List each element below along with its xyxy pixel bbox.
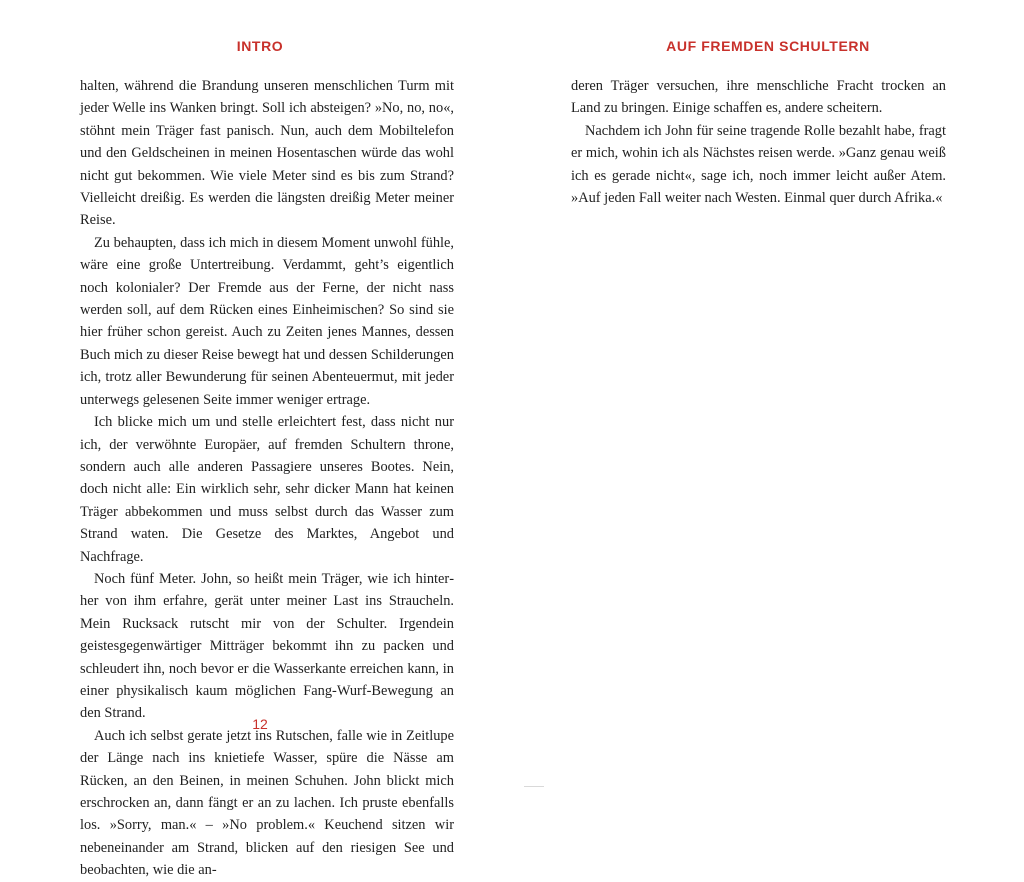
paragraph: Ich blicke mich um und stelle erleichtert fest, dass nicht nur ich, der verwöhnte Europäer, auf fremden Schultern throne, sondern auch alle anderen Passagiere unseres Bootes. Nein, doch nicht alle: Ein wirklich sehr, sehr dicker Mann hat keinen Träger abbekommen und muss selbst durch das Wasser zum Strand waten. Die Gesetze des Marktes, Angebot und Nachfrage. [80,414,454,565]
right-page-body [571,75,946,209]
running-head-right: AUF FREMDEN SCHULTERN [666,38,870,54]
gutter-divider [524,786,544,787]
right-page [512,0,1024,791]
running-head-left: INTRO [236,38,284,54]
paragraph: Zu behaupten, dass ich mich in diesem Moment unwohl fühle, wäre eine große Untertreibung. Verdammt, geht’s eigentlich noch kolonialer? Der Fremde aus der Ferne, der nicht nass werden soll, auf dem Rücken eines Einheimischen? So sind sie hier früher schon gereist. Auch zu Zeiten jenes Mannes, dessen Buch mich zu dieser Reise bewegt hat und dessen Schilderungen ich, trotz aller Bewunderung für seinen Abenteuermut, mit jeder unterwegs gelesenen Seite immer weniger ertrage. [80,234,454,408]
paragraph: Nachdem ich John für seine tragende Rolle bezahlt habe, fragt er mich, wohin ich als Nächstes reisen werde. »Ganz genau weiß ich es gerade nicht«, sage ich, noch immer leicht außer Atem. »Auf jeden Fall weiter nach Westen. Einmal quer durch Afrika.« [571,122,946,207]
left-page-body [80,75,454,882]
paragraph: Auch ich selbst gerate jetzt ins Rutschen, falle wie in Zeitlupe der Länge nach ins knietiefe Wasser, spüre die Nässe am Rücken, an den Beinen, in meinen Schuhen. John blickt mich erschrocken an, dann fängt er an zu lachen. Ich pruste ebenfalls los. »Sorry, man.« – »No problem.« Keuchend sitzen wir nebeneinander am Strand, blicken auf den riesigen See und beobachten, wie die an- [80,727,454,879]
page-number: 12 [252,716,268,732]
paragraph: halten, während die Brandung unseren menschlichen Turm mit jeder Welle ins Wanken bringt. Soll ich absteigen? »No, no, no«, stöhnt mein Träger fast panisch. Nun, auch dem Mobiltelefon und den Geldscheinen in meinen Hosentaschen würde das wohl nicht gut bekommen. Wie viele Meter sind es bis zum Strand? Vielleicht dreißig. Es werden die längsten dreißig Meter meiner Reise. [80,78,454,229]
left-page [0,0,512,879]
paragraph: Noch fünf Meter. John, so heißt mein Träger, wie ich hinterher von ihm erfahre, gerät unter meiner Last ins Straucheln. Mein Rucksack rutscht mir von der Schulter. Irgendein geistesgegenwärtiger Mitträger bekommt ihn zu packen und schleudert ihn, noch bevor er die Wasserkante erreichen kann, in einer physikalisch kaum möglichen Fang-Wurf-Bewegung an den Strand. [80,570,454,722]
paragraph: deren Träger versuchen, ihre menschliche Fracht trocken an Land zu bringen. Einige schaffen es, andere scheitern. [571,78,946,117]
